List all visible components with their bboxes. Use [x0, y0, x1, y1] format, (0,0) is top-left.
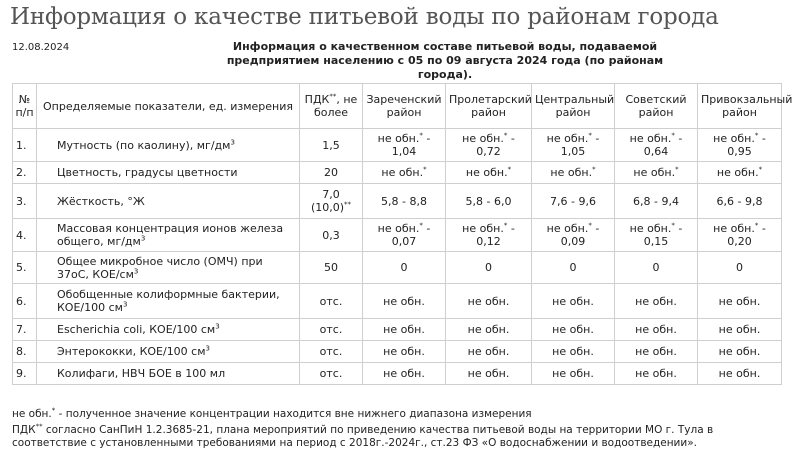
value-main: не обн.	[552, 323, 594, 336]
table-row	[13, 162, 782, 184]
value-cell-centralny	[532, 319, 615, 341]
pdk-value: 7,0	[322, 188, 340, 201]
value-main: не обн.	[381, 166, 424, 179]
indicator-name	[37, 341, 300, 363]
footnote-1-sup: *	[51, 406, 56, 415]
value-cell-proletarsky	[446, 319, 532, 341]
value-sup: *	[592, 165, 596, 174]
value-sup: *	[507, 165, 512, 174]
indicator-sup: 3	[133, 266, 139, 275]
indicator-text: Мутность (по каолину), мг/дм	[57, 138, 231, 152]
value-main: не обн.	[718, 294, 761, 308]
indicator-text: Общее микробное число (ОМЧ) при 37оС, КОЕ/см	[57, 254, 263, 281]
value-main: 6,8 - 9,4	[633, 194, 679, 208]
footnote-1-prefix: не обн.	[12, 408, 52, 420]
value-cell-proletarsky	[446, 129, 532, 162]
value-cell-zarechensky	[363, 363, 446, 385]
value-sup: *	[754, 131, 759, 140]
pdk-value-alt: (10,0)	[310, 201, 345, 214]
indicator-text: Жёсткость, °Ж	[57, 194, 145, 208]
value-cell-centralny	[532, 341, 615, 363]
value-cell-sovetsky	[615, 184, 698, 219]
value-cell-centralny	[532, 219, 615, 252]
value-cell-proletarsky	[446, 219, 532, 252]
value-main: не обн.	[462, 222, 504, 235]
value-main: не обн.	[552, 367, 594, 380]
header-pdk-label: ПДК	[304, 93, 330, 106]
indicator-name	[37, 319, 300, 341]
value-main: не обн.	[635, 323, 677, 336]
value-main: не обн.	[377, 222, 420, 235]
value-main: не обн.	[546, 222, 589, 235]
header-pdk-sup: **	[329, 92, 337, 101]
footnote-2-prefix: ПДК	[12, 424, 36, 436]
indicator-sup: 3	[140, 234, 146, 243]
value-main: не обн.	[465, 166, 508, 179]
value-cell-privokzalny	[698, 129, 782, 162]
header-indicator: Определяемые показатели, ед. измерения	[37, 84, 300, 129]
pdk-cell	[300, 284, 363, 319]
value-main: не обн.	[467, 345, 510, 358]
pdk-cell	[300, 129, 363, 162]
indicator-name	[37, 252, 300, 284]
value-cell-centralny	[532, 363, 615, 385]
table-header-row	[13, 84, 782, 129]
row-number: 9.	[13, 363, 37, 385]
pdk-value: 0,3	[322, 228, 340, 242]
value-cell-centralny	[532, 284, 615, 319]
value-cell-sovetsky	[615, 162, 698, 184]
indicator-text: Массовая концентрация ионов железа общего, мг/дм	[57, 222, 284, 248]
row-number: 6.	[13, 284, 37, 319]
value-cell-privokzalny	[698, 219, 782, 252]
value-main: 0	[485, 261, 492, 274]
value-cell-zarechensky	[363, 341, 446, 363]
value-main: не обн.	[467, 323, 510, 336]
value-main: не обн.	[713, 222, 755, 235]
value-cell-zarechensky	[363, 162, 446, 184]
value-cell-zarechensky	[363, 284, 446, 319]
header-district-sovetsky: Советский район	[615, 84, 698, 129]
value-cell-proletarsky	[446, 252, 532, 284]
value-main: 0	[736, 261, 743, 274]
value-sup: *	[419, 221, 423, 230]
indicator-name	[37, 219, 300, 252]
pdk-cell	[300, 219, 363, 252]
pdk-cell	[300, 252, 363, 284]
table-row	[13, 319, 782, 341]
value-cell-sovetsky	[615, 252, 698, 284]
pdk-cell	[300, 162, 363, 184]
header-pdk-tail: , не более	[313, 93, 358, 119]
value-tail: - 1,05	[560, 132, 600, 158]
table-row	[13, 284, 782, 319]
row-number: 2.	[13, 162, 37, 184]
header-pdk	[300, 84, 363, 129]
pdk-cell	[300, 363, 363, 385]
value-sup: *	[503, 221, 508, 230]
indicator-name	[37, 184, 300, 219]
subtitle-line-2: предприятием населению с 05 по 09 августа 2024 года (по районам города).	[226, 54, 664, 81]
footnote-2-sup: **	[35, 422, 43, 431]
header-num: № п/п	[13, 84, 37, 129]
table-row	[13, 219, 782, 252]
footnote-1-text: - полученное значение концентрации находится вне нижнего диапазона измерения	[55, 408, 532, 420]
indicator-name	[37, 363, 300, 385]
header-district-zarechensky: Зареченский район	[363, 84, 446, 129]
row-number: 3.	[13, 184, 37, 219]
pdk-cell	[300, 319, 363, 341]
value-main: не обн.	[467, 367, 510, 380]
value-main: не обн.	[635, 367, 677, 380]
value-main: не обн.	[718, 345, 761, 358]
indicator-text: Цветность, градусы цветности	[57, 166, 238, 179]
pdk-cell	[300, 184, 363, 219]
value-main: не обн.	[377, 132, 420, 145]
value-main: не обн.	[633, 166, 676, 179]
value-main: 0	[569, 261, 577, 274]
value-cell-privokzalny	[698, 252, 782, 284]
row-number: 1.	[13, 129, 37, 162]
table-row	[13, 363, 782, 385]
value-main: не обн.	[635, 294, 677, 308]
value-cell-proletarsky	[446, 341, 532, 363]
value-sup: *	[423, 165, 427, 174]
value-cell-proletarsky	[446, 162, 532, 184]
water-quality-table	[12, 83, 793, 385]
value-sup: *	[671, 131, 675, 140]
indicator-text: Обобщенные колиформные бактерии, КОЕ/100 см	[57, 288, 280, 314]
indicator-name	[37, 162, 300, 184]
indicator-sup: 3	[230, 137, 235, 146]
value-tail: - 0,15	[643, 222, 683, 248]
value-cell-proletarsky	[446, 363, 532, 385]
publication-date: 12.08.2024	[12, 42, 70, 53]
value-sup: *	[754, 221, 759, 230]
subtitle-line-1: Информация о качественном составе питьевой воды, подаваемой	[232, 40, 658, 53]
value-cell-sovetsky	[615, 219, 698, 252]
row-number: 7.	[13, 319, 37, 341]
value-tail: - 0,64	[643, 132, 683, 158]
value-cell-sovetsky	[615, 284, 698, 319]
row-number: 5.	[13, 252, 37, 284]
value-cell-privokzalny	[698, 341, 782, 363]
value-main: не обн.	[462, 132, 504, 145]
row-number: 8.	[13, 341, 37, 363]
value-cell-zarechensky	[363, 219, 446, 252]
value-main: не обн.	[552, 294, 594, 308]
indicator-name	[37, 284, 300, 319]
value-cell-proletarsky	[446, 284, 532, 319]
value-cell-privokzalny	[698, 162, 782, 184]
pdk-value: 1,5	[322, 138, 340, 152]
page-title: Информация о качестве питьевой воды по районам города	[10, 4, 719, 30]
value-main: не обн.	[383, 323, 425, 336]
value-tail: - 0,12	[476, 222, 515, 248]
value-main: 5,8 - 8,8	[381, 194, 427, 208]
pdk-value: отс.	[319, 367, 343, 380]
indicator-name	[37, 129, 300, 162]
value-main: не обн.	[718, 367, 761, 380]
value-cell-centralny	[532, 162, 615, 184]
value-cell-zarechensky	[363, 252, 446, 284]
pdk-cell	[300, 341, 363, 363]
table-subtitle	[205, 40, 685, 82]
indicator-sup: 3	[205, 344, 210, 353]
value-main: не обн.	[718, 323, 761, 336]
value-tail: - 0,20	[727, 222, 766, 248]
value-cell-privokzalny	[698, 319, 782, 341]
value-main: не обн.	[716, 166, 759, 179]
pdk-value: 20	[324, 166, 338, 179]
value-tail: - 0,95	[727, 132, 766, 158]
value-cell-sovetsky	[615, 319, 698, 341]
value-sup: *	[675, 165, 679, 174]
value-cell-sovetsky	[615, 363, 698, 385]
pdk-value: отс.	[319, 323, 343, 336]
value-main: 0	[400, 261, 408, 274]
value-main: не обн.	[629, 222, 672, 235]
value-cell-zarechensky	[363, 184, 446, 219]
indicator-text: Escherichia coli, КОЕ/100 см	[57, 323, 216, 336]
value-main: не обн.	[713, 132, 755, 145]
table-row	[13, 129, 782, 162]
value-main: не обн.	[383, 294, 425, 308]
value-cell-centralny	[532, 184, 615, 219]
value-main: 7,6 - 9,6	[550, 194, 596, 208]
value-tail: - 0,09	[560, 222, 600, 248]
value-sup: *	[503, 131, 508, 140]
pdk-value: отс.	[319, 345, 343, 358]
value-tail: - 0,07	[391, 222, 431, 248]
value-cell-sovetsky	[615, 129, 698, 162]
footnote-pdk	[12, 424, 782, 450]
value-tail: - 0,72	[476, 132, 515, 158]
value-main: не обн.	[552, 345, 594, 358]
value-cell-centralny	[532, 129, 615, 162]
value-cell-proletarsky	[446, 184, 532, 219]
value-main: 6,6 - 9,8	[716, 194, 763, 208]
header-district-centralny: Центральный район	[532, 84, 615, 129]
pdk-alt-sup: **	[344, 200, 352, 209]
value-cell-privokzalny	[698, 284, 782, 319]
value-cell-centralny	[532, 252, 615, 284]
value-sup: *	[758, 165, 763, 174]
indicator-sup: 3	[215, 322, 220, 331]
indicator-sup: 3	[122, 300, 128, 309]
row-number: 4.	[13, 219, 37, 252]
indicator-text: Колифаги, НВЧ БОЕ в 100 мл	[57, 367, 226, 380]
value-tail: - 1,04	[391, 132, 431, 158]
table-row	[13, 184, 782, 219]
value-cell-zarechensky	[363, 319, 446, 341]
value-cell-privokzalny	[698, 363, 782, 385]
value-cell-sovetsky	[615, 341, 698, 363]
value-sup: *	[588, 131, 592, 140]
value-sup: *	[588, 221, 592, 230]
value-main: 5,8 - 6,0	[465, 194, 512, 208]
value-main: не обн.	[467, 294, 510, 308]
value-cell-privokzalny	[698, 184, 782, 219]
header-district-proletarsky: Пролетарский район	[446, 84, 532, 129]
value-main: не обн.	[383, 367, 425, 380]
pdk-value: 50	[324, 261, 338, 274]
value-cell-zarechensky	[363, 129, 446, 162]
value-sup: *	[671, 221, 675, 230]
table-row	[13, 341, 782, 363]
pdk-value: отс.	[319, 294, 343, 308]
table-row	[13, 252, 782, 284]
header-district-privokzalny: Привокзальный район	[698, 84, 782, 129]
value-main: не обн.	[546, 132, 589, 145]
value-main: не обн.	[629, 132, 672, 145]
footnote-not-detected	[12, 408, 782, 421]
value-main: не обн.	[550, 166, 593, 179]
value-main: не обн.	[635, 345, 677, 358]
footnote-2-text: согласно СанПиН 1.2.3685-21, плана мероприятий по приведению качества питьевой воды на территории МО г. Тула в соответствие с установленными требованиями на период с 2018г.-2024г., ст.23 ФЗ «О водоснабжении и водоотведении».	[12, 424, 714, 449]
value-main: 0	[652, 261, 660, 274]
indicator-text: Энтерококки, КОЕ/100 см	[57, 345, 206, 358]
value-sup: *	[419, 131, 423, 140]
value-main: не обн.	[383, 345, 425, 358]
